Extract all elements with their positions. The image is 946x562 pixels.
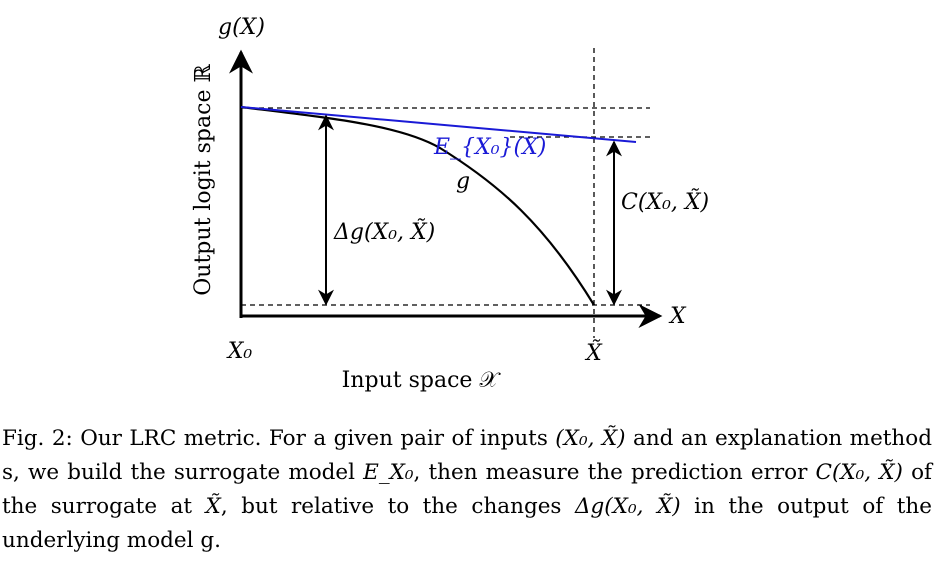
surrogate-label: E_{X₀}(X) <box>434 135 547 160</box>
caption-surrogate: E_X₀ <box>363 460 414 485</box>
error-label: C(X₀, X̃) <box>621 190 710 215</box>
x-axis-symbol: X <box>670 304 686 329</box>
caption-text-6: in the output of the underlying model g. <box>2 494 932 553</box>
caption-text-2: and an explanation method s, we build the surrogate model <box>2 426 932 485</box>
caption-text-1: Our LRC metric. For a given pair of inputs <box>80 426 548 451</box>
delta-label: Δg(X₀, X̃) <box>334 220 436 245</box>
caption-label: Fig. 2: <box>2 426 73 451</box>
caption-x-tilde: X̃ <box>205 494 221 519</box>
figure-caption <box>2 422 932 558</box>
caption-text-5: , but relative to the changes <box>220 494 562 519</box>
origin-label: X₀ <box>227 339 253 364</box>
caption-error: C(X₀, X̃) <box>815 460 903 485</box>
caption-text-3: , then measure the prediction error <box>413 460 808 485</box>
caption-delta: Δg(X₀, X̃) <box>575 494 681 519</box>
curve-label: g <box>456 169 471 194</box>
x-axis-label: Input space 𝒳 <box>341 368 499 393</box>
y-axis-symbol: g(X) <box>218 15 265 40</box>
caption-text-4: of the surrogate at <box>2 460 932 519</box>
y-axis-label: Output logit space ℝ <box>191 64 216 296</box>
x-tilde-label: X̃ <box>586 341 602 366</box>
caption-pair: (X₀, X̃) <box>555 426 626 451</box>
